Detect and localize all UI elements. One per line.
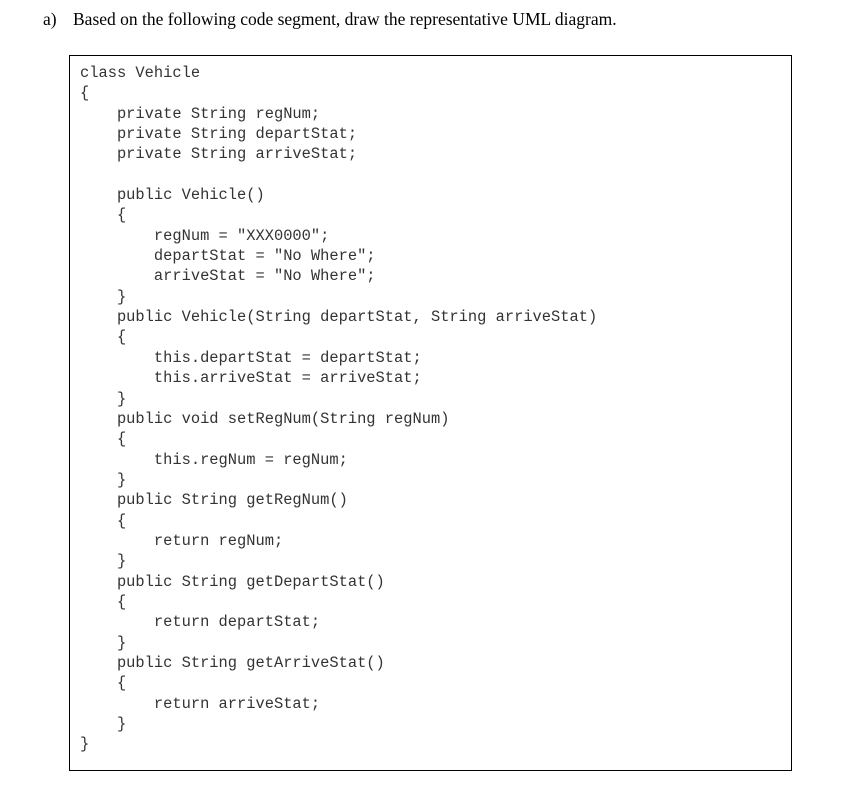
code-line: { — [80, 674, 127, 693]
code-line: { — [80, 511, 127, 530]
code-line: { — [80, 84, 90, 103]
code-line: } — [80, 552, 127, 571]
code-line: } — [80, 389, 127, 408]
code-line: public String getDepartStat() — [80, 572, 385, 591]
code-line: public Vehicle(String departStat, String arriveStat) — [80, 308, 598, 327]
code-line: } — [80, 287, 127, 306]
code-line: { — [80, 430, 127, 449]
code-line — [80, 165, 597, 185]
code-line: return departStat; — [80, 613, 321, 632]
code-line: class Vehicle — [80, 64, 201, 82]
code-block — [80, 63, 597, 755]
code-line: public Vehicle() — [80, 186, 265, 205]
code-line: this.arriveStat = arriveStat; — [80, 369, 422, 388]
code-line: this.regNum = regNum; — [80, 450, 348, 469]
question — [0, 6, 865, 32]
code-line: { — [80, 206, 127, 225]
code-line: departStat = "No Where"; — [80, 247, 376, 266]
code-line: this.departStat = departStat; — [80, 348, 422, 367]
code-line: private String arriveStat; — [80, 145, 358, 164]
code-line: public void setRegNum(String regNum) — [80, 409, 450, 428]
code-line: return regNum; — [80, 531, 284, 550]
code-line: { — [80, 328, 127, 347]
question-marker: a) — [43, 9, 57, 29]
code-line: private String departStat; — [80, 125, 358, 144]
code-line: return arriveStat; — [80, 694, 321, 713]
code-line: } — [80, 735, 90, 754]
code-line: regNum = "XXX0000"; — [80, 226, 330, 245]
code-line: private String regNum; — [80, 104, 321, 123]
code-line: public String getRegNum() — [80, 491, 348, 510]
code-line: } — [80, 715, 127, 733]
code-line: { — [80, 592, 127, 611]
question-text: Based on the following code segment, draw the representative UML diagram. — [73, 9, 617, 29]
code-box — [69, 55, 792, 771]
code-line: public String getArriveStat() — [80, 653, 385, 672]
code-line: arriveStat = "No Where"; — [80, 267, 376, 286]
code-line: } — [80, 470, 127, 489]
code-line: } — [80, 633, 127, 652]
